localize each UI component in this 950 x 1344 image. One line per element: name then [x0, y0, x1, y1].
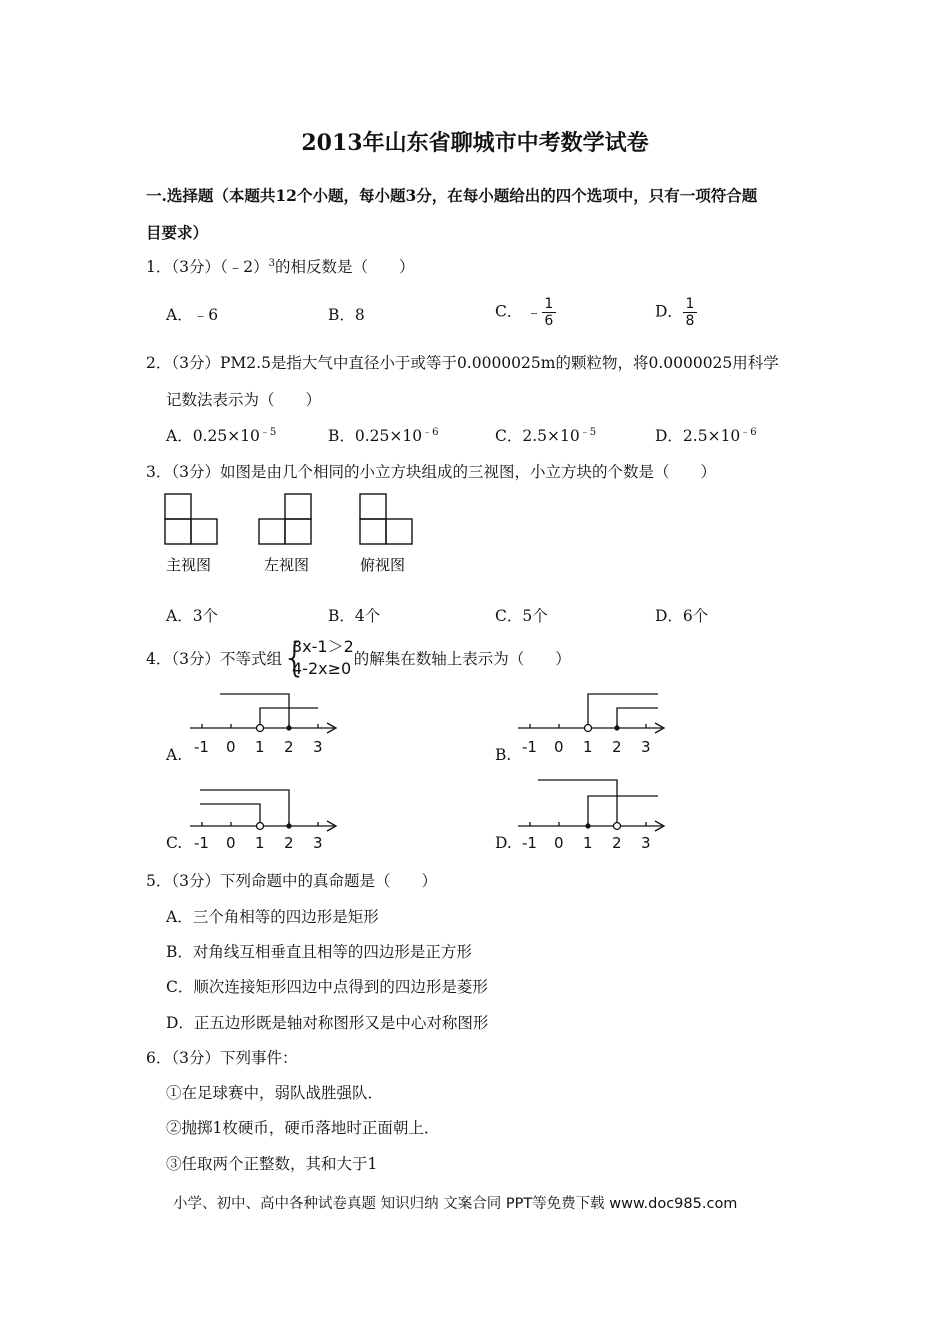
tick-label: 2 [612, 738, 622, 756]
tick-label: 2 [284, 738, 294, 756]
q5-option-c: C．顺次连接矩形四边中点得到的四边形是菱形 [166, 978, 488, 996]
q3-option-d: D．6个 [655, 607, 709, 625]
ray-x-at-least-1 [588, 796, 658, 826]
question-number: 3． [146, 463, 172, 481]
tick-label: 1 [583, 834, 593, 852]
ray-x-greater-than-1 [588, 694, 658, 728]
q2-option-d: D．$2.5\times 10^{﹣6}$ [655, 426, 757, 445]
question-1-stem [146, 255, 415, 277]
question-number: 5． [146, 872, 172, 890]
q6-event-2: ②抛掷1枚硬币，硬币落地时正面朝上． [166, 1119, 440, 1137]
question-4-stem [146, 636, 571, 680]
tick-label: 1 [255, 738, 265, 756]
q3-option-a: A．3个 [166, 607, 219, 625]
q6-event-1: ①在足球赛中，弱队战胜强队． [166, 1084, 384, 1102]
three-view-figure [160, 490, 430, 582]
front-view-drawing [165, 494, 217, 544]
question-text-line1: （3分）PM2.5是指大气中直径小于或等于0.0000025m的颗粒物，将0.0000025用科学 [171, 354, 779, 372]
question-number: 1． [146, 258, 172, 276]
tick-label: 0 [226, 738, 236, 756]
q5-option-a: A．三个角相等的四边形是矩形 [166, 908, 379, 926]
q2-option-c: C．$2.5\times 10^{﹣5}$ [495, 426, 597, 445]
tick-label: 0 [554, 738, 564, 756]
question-text: （3分）下列命题中的真命题是（ ） [171, 872, 437, 890]
q4-option-c-label: C. [166, 834, 183, 852]
ray-x-less-than-2 [538, 780, 617, 826]
left-brace: { [282, 635, 308, 681]
open-point [614, 823, 621, 830]
tick-label: 2 [612, 834, 622, 852]
inequality-system [282, 636, 354, 680]
front-view-label: 主视图 [166, 556, 212, 574]
ray-x-at-most-2 [200, 790, 289, 826]
section-heading-line2: 目要求） [146, 223, 209, 242]
question-2-stem-line2: 记数法表示为（ ） [166, 391, 322, 409]
ray-x-less-than-1 [200, 804, 260, 826]
left-view-label: 左视图 [264, 556, 310, 574]
q3-option-b: B．4个 [328, 607, 381, 625]
q1-option-d: D． $\frac{1}{8}$ [655, 296, 697, 329]
section-heading-line1: 一.选择题（本题共12个小题，每小题3分，在每小题给出的四个选项中，只有一项符合题 [146, 186, 758, 205]
exponent: 3 [268, 257, 275, 269]
open-point [257, 725, 264, 732]
q2-option-b: B．$0.25\times 10^{﹣6}$ [328, 426, 439, 445]
tick-label: 0 [554, 834, 564, 852]
tick-label: -1 [522, 834, 537, 852]
closed-point [286, 725, 291, 730]
number-line-c [190, 780, 350, 852]
q1-option-c: C． ﹣ $\frac{1}{6}$ [495, 296, 556, 329]
tick-label: 1 [583, 738, 593, 756]
question-6-stem [146, 1046, 298, 1068]
closed-point [585, 823, 590, 828]
inequality-2: 4-2x≥0 [292, 659, 352, 678]
q4-option-a-label: A. [166, 746, 183, 764]
q2-option-a: A．$0.25\times 10^{﹣5}$ [166, 426, 277, 445]
top-view-label: 俯视图 [360, 556, 406, 574]
tick-label: -1 [194, 738, 209, 756]
page-title: 2013年山东省聊城市中考数学试卷 [301, 130, 649, 156]
question-score: （3分） [171, 258, 220, 276]
tick-label: 3 [641, 738, 651, 756]
q4-option-d-label: D. [495, 834, 512, 852]
q5-option-d: D．正五边形既是轴对称图形又是中心对称图形 [166, 1014, 489, 1032]
q1-option-a: A．﹣6 [166, 306, 219, 324]
q3-option-c: C．5个 [495, 607, 548, 625]
question-text: 的相反数是（ ） [275, 258, 415, 276]
fraction: $\frac{1}{6}$ [542, 296, 556, 329]
closed-point [286, 823, 291, 828]
top-view-drawing [360, 494, 412, 544]
question-number: 4． [146, 650, 172, 668]
open-point [257, 823, 264, 830]
question-2-stem [146, 351, 779, 373]
question-3-stem [146, 460, 716, 482]
question-number: 2． [146, 354, 172, 372]
question-text: （3分）如图是由几个相同的小立方块组成的三视图，小立方块的个数是（ ） [171, 463, 716, 481]
question-number: 6． [146, 1049, 172, 1067]
number-line-b [518, 690, 678, 762]
tick-label: -1 [522, 738, 537, 756]
q1-option-b: B．8 [328, 306, 365, 324]
open-point [585, 725, 592, 732]
minus-sign: ﹣ [526, 302, 542, 321]
q4-option-b-label: B. [495, 746, 512, 764]
expression-base: （﹣2） [220, 258, 269, 276]
fraction: $\frac{1}{8}$ [683, 296, 697, 329]
q5-option-b: B．对角线互相垂直且相等的四边形是正方形 [166, 943, 472, 961]
left-view-drawing [259, 494, 311, 544]
question-5-stem [146, 869, 437, 891]
question-text-post: 的解集在数轴上表示为（ ） [353, 650, 571, 668]
tick-label: 3 [313, 834, 323, 852]
number-line-a [190, 690, 350, 762]
q6-event-3: ③任取两个正整数，其和大于1 [166, 1155, 378, 1173]
ray-x-at-least-2 [617, 708, 658, 728]
question-text-pre: （3分）不等式组 [171, 650, 282, 668]
inequality-1: 3x-1＞2 [292, 637, 354, 656]
tick-label: 1 [255, 834, 265, 852]
tick-label: 0 [226, 834, 236, 852]
tick-label: 2 [284, 834, 294, 852]
tick-label: -1 [194, 834, 209, 852]
ray-x-at-most-2 [220, 694, 289, 728]
question-text: （3分）下列事件： [171, 1049, 298, 1067]
tick-label: 3 [641, 834, 651, 852]
tick-label: 3 [313, 738, 323, 756]
closed-point [614, 725, 619, 730]
number-line-d [518, 774, 678, 854]
page-footer: 小学、初中、高中各种试卷真题 知识归纳 文案合同 PPT等免费下载 www.doc985.com [173, 1196, 738, 1212]
